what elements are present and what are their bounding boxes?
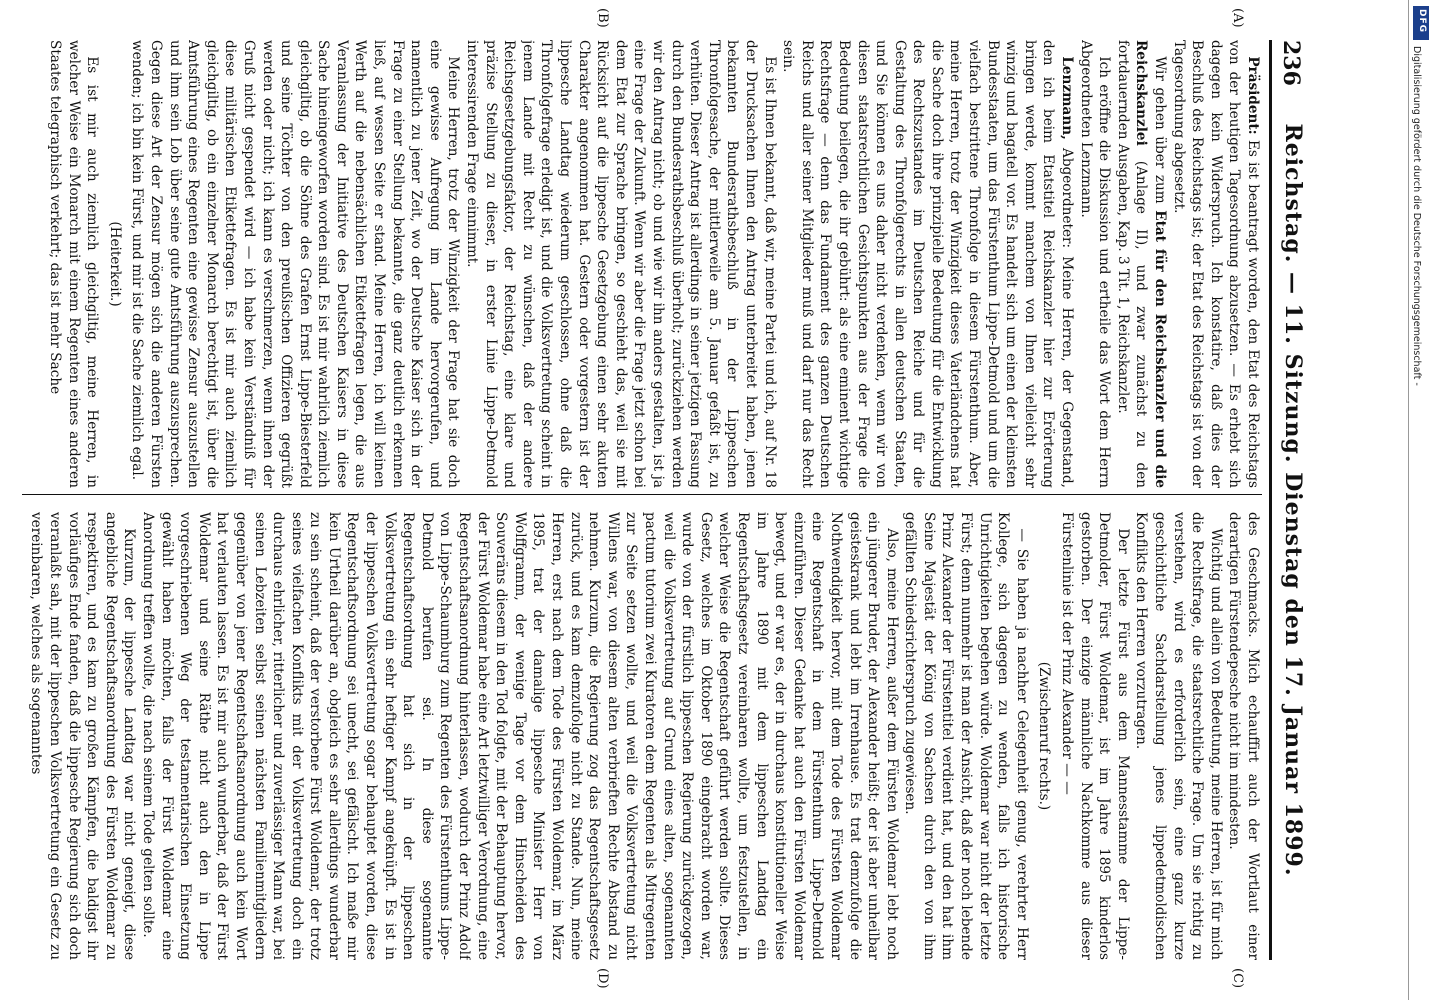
paragraph: Also, meine Herren, außer dem Fürsten Woldemar lebt noch ein jüngerer Bruder, der Alexander heißt; der ist aber unheilbar geisteskrank und lebt im Irrenhause. Es trat demzufolge die Nothwendigkeit hervor, mit dem Tode des Fürsten Woldemar eine Regentschaft in dem Fürstenthum Lippe-Detmold einzuführen. Dieser Gedanke hat auch den Fürsten Woldemar bewegt, und er war es, der in durchaus konstitutioneller Weise im Jahre 1890 mit dem lippeschen Landtag ein Regentschaftsgesetz vereinbaren wollte, um festzustellen, in welcher Weise die Regentschaft geführt werden sollte. Dieses Gesetz, welches im Oktober 1890 eingebracht worden war, wurde von der fürstlich lippeschen Regierung zurückgezogen, weil die Volksvertretung auf Grund eines alten, sogenannten pactum tutorium zwei Kuratoren dem Regenten als Mitregenten zur Seite setzen wollte, und weil die Volksvertretung nicht Willens war, von diesem alten verbrieften Rechte Abstand zu nehmen. Kurzum, die Regierung zog das Regentschaftsgesetz zurück, und es kam demzufolge nicht zu Stande. Nun, meine Herren, erst nach dem Tode des Fürsten Woldemar, im März 1895, trat der damalige lippesche Minister Herr von Wolffgramm, der wenige Tage vor dem Hinscheiden des Souveräns diesem in den Tod folgte, mit der Behauptung hervor, der Fürst Woldemar habe eine Art letztwilliger Verordnung, eine Regentschaftsanordnung hinterlassen, wodurch der Prinz Adolf von Lippe-Schaumburg zum Regenten des Fürstenthums Lippe-Detmold berufen sei. In diese sogenannte Regentschaftsordnung hat sich in der lippeschen Volksvertretung ein sehr heftiger Kampf angeknüpft. Es ist in der lippeschen Volksvertretung sogar behauptet worden, diese Regentschaftsordnung sei unecht, sei gefälscht. Ich maße mir kein Urtheil darüber an, obgleich es sehr allerdings wunderbar zu sein scheint, daß der verstorbene Fürst Woldemar, der trotz seines vielfachen Konflikts mit der Volksvertretung doch ein durchaus ehrlicher, ritterlicher und zuverlässiger Mann war, bei seinen Lebzeiten selbst seinen nächsten Familienmitgliedern gegenüber von jener Regentschaftsanordnung auch kein Wort hat verlauten lassen. Es ist mir auch wunderbar, daß der Fürst Woldemar und seine Räthe nicht auch den in Lippe vorgeschriebenen Weg der testamentarischen Einsetzung gewählt haben möchten, falls der Fürst Woldemar eine Anordnung treffen wollte, die nach seinem Tode gelten sollte. [139,512,900,960]
running-head: Reichstag. — 11. Sitzung. Dienstag den 17. Januar 1899. [1280,123,1306,877]
paragraph-text: Abgeordneter: Meine Herren, der Gegenstand, den ich beim Etatstitel Reichskanzler hier zur Erörterung bringen werde, kommt manchem von Ihnen vielleicht sehr winzig und bagatell vor. Es handelt sich um einen der kleinsten Bundesstaaten, um das Fürstenthum Lippe-Detmold und um die vielfach bestrittene Thronfolge in diesem Fürstenthum. Aber, meine Herren, trotz der Winzigkeit dieses Vaterländchens hat die Sache doch ihre prinzipielle Bedeutung für die Entwicklung des Rechtszustandes im Deutschen Reiche und für die Gestaltung des Thronfolgerechts in allen deutschen Staaten, und Sie können es uns daher nicht verdenken, wenn wir von diesen staatsrechtlichen Gesichtspunkten aus der Frage die Bedeutung beilegen, die ihr gebührt: als eine eminent wichtige Rechtsfrage — denn das Fundament des ganzen Deutschen Reichs und aller seiner Mitglieder muß und darf nur das Recht sein. [780,40,1076,488]
paragraph: Meine Herren, trotz der Winzigkeit der Frage hat sie doch eine gewisse Aufregung im Lande hervorgerufen, und namentlich zu jener Zeit, wo der Deutsche Kaiser sich in der Frage zu einer Stellung bekannte, die ganz deutlich erkennen ließ, auf wessen Seite er stand. Meine Herren, ich will keinen Werth auf die nebensächlichen Etikettefragen legen, die aus Veranlassung der Initiative des Deutschen Kaisers in diese Sache hineingeworfen worden sind. Es ist mir wahrlich ziemlich gleichgiltig, ob die Söhne des Grafen Ernst Lippe-Biesterfeld und seine Töchter von den preußischen Offizieren gegrüßt werden oder nicht; ich kann es verschmerzen, wenn ihnen der Gruß nicht gespendet wird — ich habe kein Verständniß für diese militärischen Etikettefragen. Es ist mir auch ziemlich gleichgiltig, ob ein einzelner Monarch berechtigt ist, über die Amtsführung eines Regenten eine gewisse Zensur auszustellen und ihm sein Lob über seine gute Amtsführung auszusprechen. Gegen diese Art der Zensur mögen sich die anderen Fürsten wenden; ich bin kein Fürst, und mir ist die Sache ziemlich egal. [129,40,462,488]
dfg-logo-text: DFG [1417,9,1427,34]
paragraph: des Geschmacks. Mich echauffirt auch der Wortlaut einer derartigen Fürstendepesche nicht im mindesten. [1226,512,1261,960]
margin-marker-b: (B) [595,8,610,28]
header-rule [1269,40,1272,960]
paragraph: Kurzum, der lippesche Landtag war nicht geneigt, diese angebliche Regentschaftsanordnung des Fürsten Woldemar zu respektiren, und es kam zu großen Kämpfen, die baldigst ihr vorläufiges Ende fanden, daß die lippesche Regierung sich doch veranlaßt sah, mit der lippeschen Volksvertretung ein Gesetz zu vereinbaren, welches als sogenanntes [28,512,138,960]
speaker-name: Präsident: [1245,56,1261,135]
paragraph-text: (Anlage II), und zwar zunächst zu den fortdauernden Ausgaben, Kap. 3 Tit. 1, Reichskanzler. [1114,40,1150,488]
margin-marker-d: (D) [595,968,610,989]
dfg-logo [1413,6,1429,40]
stage-direction: (Zwischenruf rechts.) [1036,661,1053,811]
paragraph-text: Wir gehen über zum [1152,56,1169,204]
paragraph: Es ist mir auch ziemlich gleichgiltig, meine Herren, in welcher Weise ein Monarch mit einem Regenten eines anderen Staates telegraphisch verkehrt; das ist mehr Sache [47,40,101,488]
paragraph [779,40,1077,488]
paragraph [1169,40,1262,488]
paragraph: Es ist Ihnen bekannt, daß wir, meine Partei und ich, auf Nr. 18 der Drucksachen Ihnen den Antrag unterbreitet haben, jenen bekannten Bundesrathsbeschluß in der Lippeschen Thronfolgesache, der mittlerweile am 5. Januar gefaßt ist, zu verhüten. Dieser Antrag ist allerdings in seiner jetzigen Fassung durch den Bundesrathsbeschluß überholt; zurückziehen werden wir den Antrag nicht; ob und wie wir ihn anders gestalten, ist ja eine Frage der Zukunft. Wenn wir aber die Frage jetzt schon bei dem Etat zur Sprache bringen, so geschieht das, weil sie mit Rücksicht auf die lippesche Gesetzgebung einen sehr akuten Charakter angenommen hat. Gestern oder vorgestern ist der lippesche Landtag wiederum geschlossen, ohne daß die Thronfolgefrage erledigt ist, und die Volksvertretung scheint in jenem Lande mit Recht zu wünschen, daß der andere Reichsgesetzgebungsfaktor, der Reichstag, eine klare und präzise Stellung zu dieser, in erster Linie Lippe-Detmold interessirenden Frage einnimmt. [464,40,778,488]
column-divider [22,494,1262,495]
margin-marker-c: (C) [1230,968,1245,989]
sidebar-divider [1408,0,1409,1000]
margin-marker-a: (A) [1230,8,1245,28]
paragraph: Wichtig und allein von Bedeutung, meine Herren, ist für mich die Rechtsfrage, die staatsrechtliche Frage. Um sie richtig zu verstehen, wird es erforderlich sein, eine ganz kurze geschichtliche Sachdarstellung jenes lippedetmoldischen Konflikts den Herren vorzutragen. [1133,512,1224,960]
speaker-name: Lenzmann, [1059,56,1076,140]
page-header [1272,40,1322,960]
digitization-credit: Digitalisierung gefördert durch die Deutsche Forschungsgemeinschaft - [1411,46,1422,386]
page-number: 236 [1278,40,1304,86]
right-column [12,512,1262,960]
left-column [12,40,1262,488]
bold-text: Etat für den Reichskanzler und die Reichskanzlei [1133,40,1169,488]
paragraph: Der letzte Fürst aus dem Mannesstamme der Lippe-Detmolder, Fürst Woldemar, ist im Jahre 1895 kinderlos gestorben. Der einzige männliche Nachkomme aus dieser Fürstenlinie ist der Prinz Alexander — — [1059,512,1131,960]
paragraph: Ich eröffne die Diskussion und ertheile das Wort dem Herrn Abgeordneten Lenzmann. [1077,40,1113,488]
paragraph [1113,40,1169,488]
paragraph: — Sie haben ja nachher Gelegenheit genug, verehrter Herr Kollege, sich dagegen zu wenden, falls ich historische Unrichtigkeiten begehen würde. Woldemar war nicht der letzte Fürst; denn nunmehr ist man der Ansicht, daß der noch lebende Prinz Alexander der Fürstentitel verdient hat, und den hat ihm Seine Majestät der König von Sachsen durch den von ihm gefällten Schiedsrichterspruch zugewiesen. [902,512,1030,960]
paragraph-text: Es ist beantragt worden, den Etat des Reichstags von der heutigen Tagesordnung abzusetzen. — Es erhebt sich dagegen kein Widerspruch. Ich konstatire, daß dies der Beschluß des Reichstags ist; der Etat des Reichstags ist von der Tagesordnung abgesetzt. [1170,40,1261,488]
stage-direction: (Heiterkeit.) [106,221,123,307]
